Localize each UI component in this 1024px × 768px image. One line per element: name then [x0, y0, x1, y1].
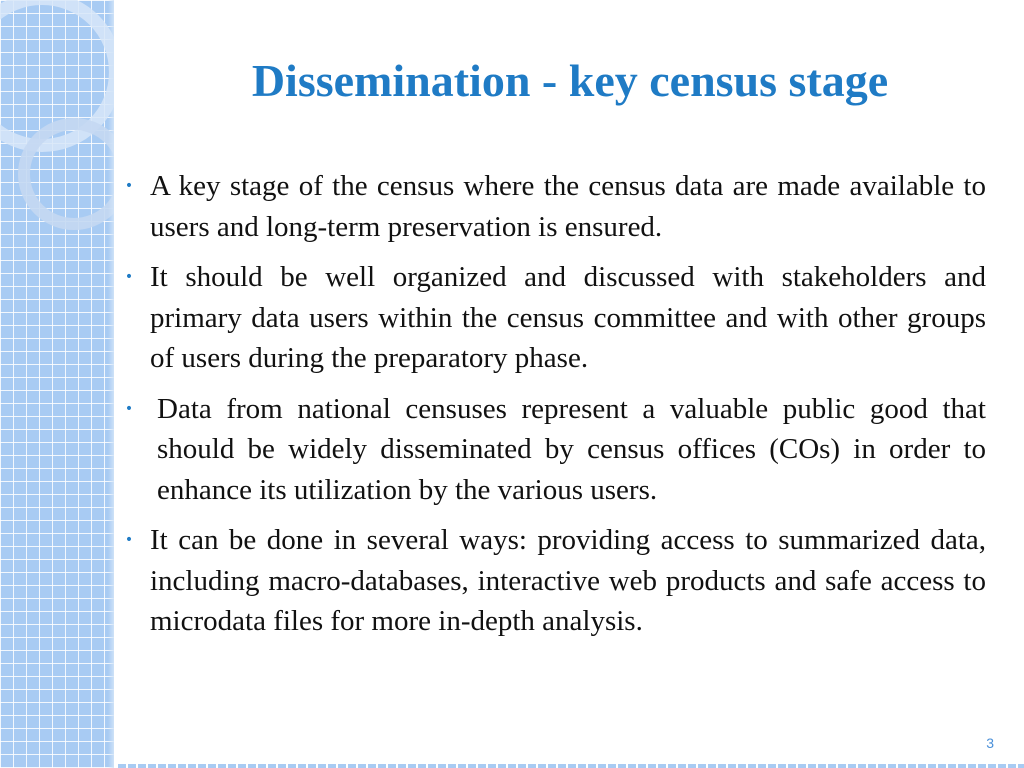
bullet-list [118, 166, 986, 652]
decorative-ring-middle [18, 118, 114, 230]
decorative-grid-band [0, 0, 114, 768]
bullet-marker: • [124, 400, 134, 417]
decorative-bottom-rule [118, 764, 1024, 768]
bullet-text: A key stage of the census where the census data are made available to users and long-term preservation is ensured. [150, 170, 986, 243]
bullet-marker: • [124, 532, 134, 548]
bullet-item [118, 520, 986, 642]
slide-title: Dissemination - key census stage [251, 55, 889, 106]
slide-number: 3 [986, 735, 994, 751]
bullet-item [118, 257, 986, 379]
bullet-marker: • [124, 178, 134, 194]
bullet-marker: • [124, 269, 134, 285]
bullet-item [118, 166, 986, 247]
bullet-text: It should be well organized and discussed with stakeholders and primary data users within the census committee and with other groups of users during the preparatory phase. [150, 261, 986, 374]
bullet-text: Data from national censuses represent a valuable public good that should be widely disseminated by census offices (COs) in order to enhance its utilization by the various users. [157, 392, 986, 506]
bullet-text: It can be done in several ways: providing access to summarized data, including macro-databases, interactive web products and safe access to microdata files for more in-depth analysis. [150, 524, 986, 637]
bullet-item [118, 389, 986, 511]
